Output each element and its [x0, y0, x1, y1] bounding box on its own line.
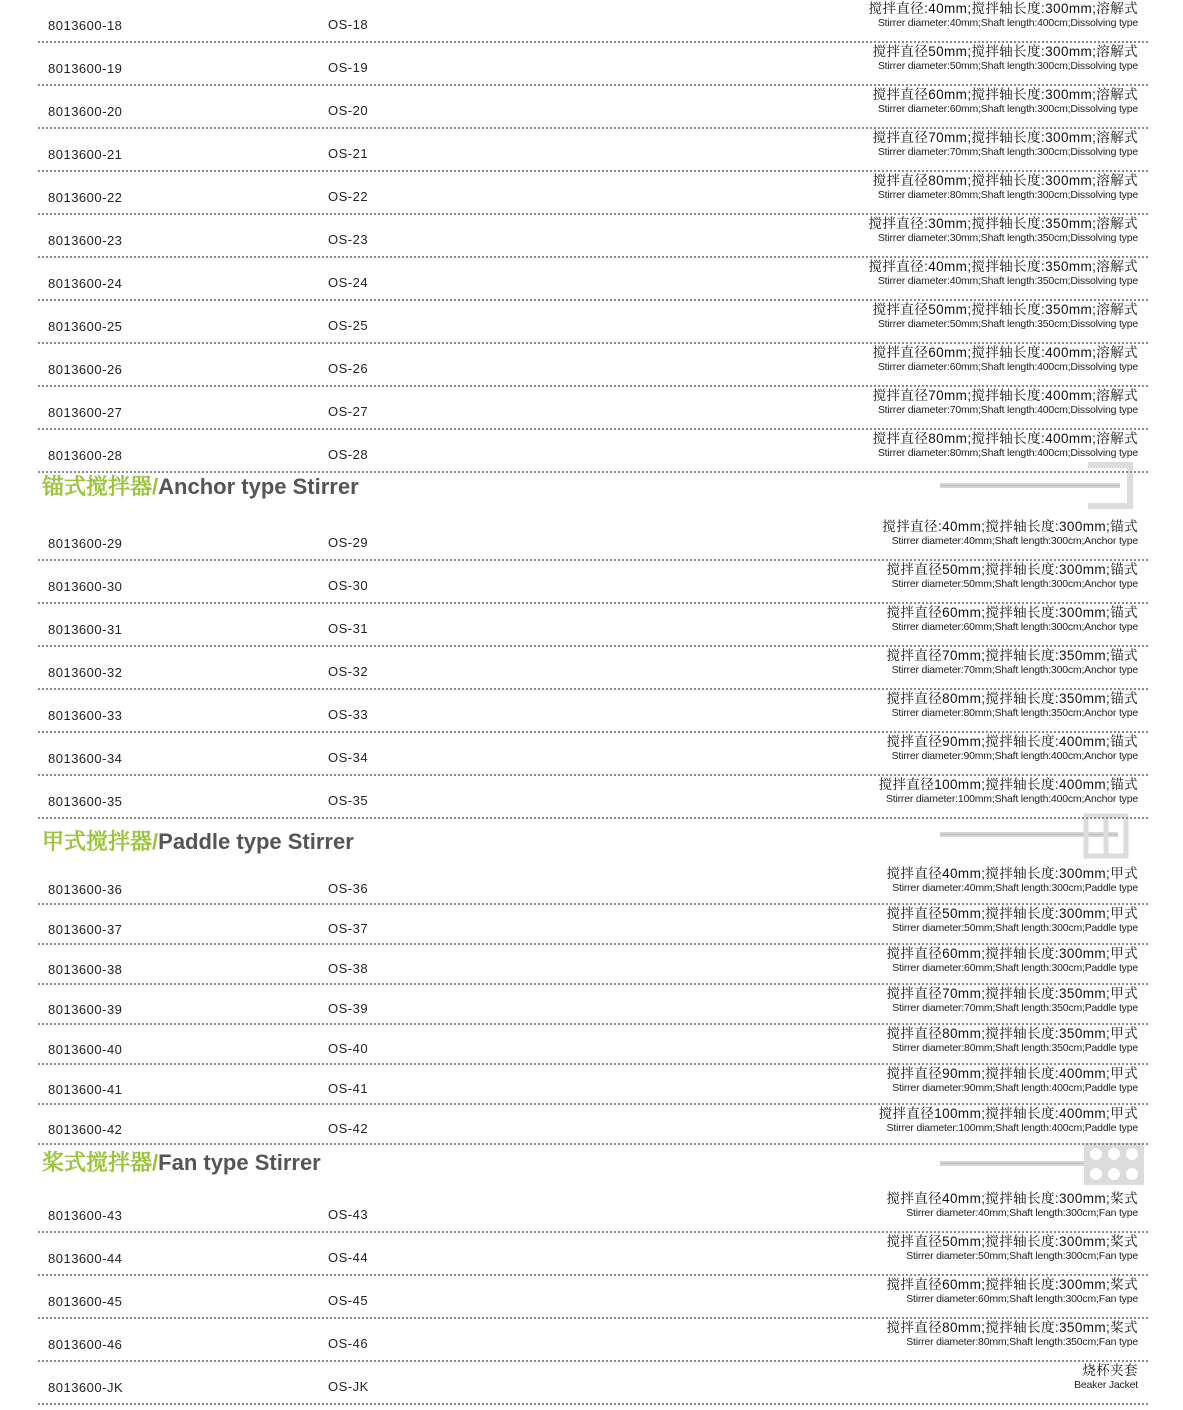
section-title-cn: 锚式搅拌器 [42, 474, 153, 499]
description-cn: 搅拌直径50mm;搅拌轴长度:300mm;溶解式 [872, 44, 1138, 59]
description-cn: 搅拌直径70mm;搅拌轴长度:350mm;甲式 [886, 986, 1138, 1001]
product-code: 8013600-38 [48, 962, 123, 977]
description-cn: 搅拌直径100mm;搅拌轴长度:400mm;锚式 [878, 777, 1138, 792]
model-number: OS-44 [328, 1250, 369, 1265]
section-title-en: Anchor type Stirrer [158, 474, 359, 499]
product-code: 8013600-42 [48, 1122, 123, 1137]
product-code: 8013600-41 [48, 1082, 123, 1097]
section-title-en: Fan type Stirrer [158, 1150, 321, 1175]
product-description [868, 216, 1138, 245]
product-code: 8013600-29 [48, 536, 123, 551]
product-description [887, 734, 1138, 763]
description-en: Stirrer diameter:70mm;Shaft length:300cm;Anchor type [891, 664, 1138, 676]
model-number: OS-22 [328, 189, 369, 204]
description-en: Stirrer diameter:80mm;Shaft length:350cm;Anchor type [891, 707, 1138, 719]
description-cn: 搅拌直径70mm;搅拌轴长度:400mm;溶解式 [872, 388, 1138, 403]
product-description [887, 1320, 1138, 1349]
table-row [38, 945, 1148, 985]
model-number: OS-24 [328, 275, 369, 290]
model-number: OS-29 [328, 535, 369, 550]
product-code: 8013600-44 [48, 1251, 123, 1266]
model-number: OS-23 [328, 232, 369, 247]
product-description [887, 562, 1138, 591]
fan-stirrer-illustration [940, 1141, 1145, 1189]
table-row [38, 985, 1148, 1025]
description-cn: 搅拌直径80mm;搅拌轴长度:350mm;锚式 [886, 691, 1138, 706]
description-cn: 搅拌直径70mm;搅拌轴长度:350mm;锚式 [886, 648, 1138, 663]
model-number: OS-21 [328, 146, 369, 161]
product-code: 8013600-18 [48, 18, 123, 33]
product-code: 8013600-27 [48, 405, 123, 420]
product-code: 8013600-28 [48, 448, 123, 463]
product-description [882, 519, 1138, 548]
table-row [38, 1276, 1148, 1319]
product-code: 8013600-40 [48, 1042, 123, 1057]
section-header-fan [42, 1148, 321, 1188]
product-code: 8013600-JK [48, 1380, 124, 1395]
description-en: Stirrer diameter:30mm;Shaft length:350cm;Dissolving type [877, 232, 1138, 244]
product-description [873, 44, 1138, 73]
table-row [38, 1065, 1148, 1105]
description-en: Stirrer diameter:40mm;Shaft length:300cm;Fan type [906, 1207, 1138, 1219]
product-code: 8013600-34 [48, 751, 123, 766]
product-description [873, 87, 1138, 116]
description-en: Stirrer diameter:100mm;Shaft length:400cm;Paddle type [886, 1122, 1138, 1134]
model-number: OS-37 [328, 921, 369, 936]
description-en: Stirrer diameter:50mm;Shaft length:300cm;Anchor type [891, 578, 1138, 590]
description-en: Stirrer diameter:40mm;Shaft length:300cm;Anchor type [891, 535, 1138, 547]
description-en: Stirrer diameter:70mm;Shaft length:350cm;Paddle type [892, 1002, 1138, 1014]
section-header-anchor [42, 472, 359, 512]
model-number: OS-19 [328, 60, 369, 75]
description-cn: 搅拌直径40mm;搅拌轴长度:300mm;桨式 [886, 1191, 1138, 1206]
table-row [38, 430, 1148, 473]
table-row [38, 690, 1148, 733]
description-en: Stirrer diameter:50mm;Shaft length:350cm;Dissolving type [877, 318, 1138, 330]
product-description [887, 605, 1138, 634]
model-number: OS-18 [328, 17, 369, 32]
section-title-slash: / [152, 829, 159, 854]
description-cn: 搅拌直径80mm;搅拌轴长度:350mm;甲式 [886, 1026, 1138, 1041]
table-row [38, 733, 1148, 776]
model-number: OS-26 [328, 361, 369, 376]
model-number: OS-34 [328, 750, 369, 765]
description-en: Stirrer diameter:90mm;Shaft length:400cm;Paddle type [892, 1082, 1138, 1094]
table-row [38, 129, 1148, 172]
table-row [38, 86, 1148, 129]
description-en: Stirrer diameter:80mm;Shaft length:400cm;Dissolving type [877, 447, 1138, 459]
product-description [879, 1106, 1138, 1135]
table-row [38, 258, 1148, 301]
model-number: OS-35 [328, 793, 369, 808]
product-description [887, 1066, 1138, 1095]
product-description [887, 691, 1138, 720]
model-number: OS-27 [328, 404, 369, 419]
table-row [38, 1319, 1148, 1362]
table-row [38, 647, 1148, 690]
description-cn: 搅拌直径80mm;搅拌轴长度:300mm;溶解式 [872, 173, 1138, 188]
product-code: 8013600-33 [48, 708, 123, 723]
product-code: 8013600-23 [48, 233, 123, 248]
description-en: Stirrer diameter:100mm;Shaft length:400cm;Anchor type [885, 793, 1138, 805]
table-row [38, 1025, 1148, 1065]
description-cn: 搅拌直径70mm;搅拌轴长度:300mm;溶解式 [872, 130, 1138, 145]
model-number: OS-20 [328, 103, 369, 118]
description-cn: 搅拌直径100mm;搅拌轴长度:400mm;甲式 [878, 1106, 1138, 1121]
product-code: 8013600-31 [48, 622, 123, 637]
description-cn: 搅拌直径80mm;搅拌轴长度:350mm;桨式 [886, 1320, 1138, 1335]
product-description [868, 1, 1138, 30]
table-row [38, 215, 1148, 258]
description-cn: 搅拌直径90mm;搅拌轴长度:400mm;甲式 [886, 1066, 1138, 1081]
product-code: 8013600-26 [48, 362, 123, 377]
description-en: Stirrer diameter:80mm;Shaft length:300cm;Dissolving type [877, 189, 1138, 201]
product-description [887, 946, 1138, 975]
product-description [887, 648, 1138, 677]
table-row [38, 905, 1148, 945]
description-cn: 搅拌直径60mm;搅拌轴长度:300mm;锚式 [886, 605, 1138, 620]
description-en: Stirrer diameter:80mm;Shaft length:350cm;Fan type [906, 1336, 1138, 1348]
product-description [887, 906, 1138, 935]
section-title [42, 472, 359, 502]
description-en: Stirrer diameter:90mm;Shaft length:400cm;Anchor type [891, 750, 1138, 762]
description-en: Stirrer diameter:50mm;Shaft length:300cm;Paddle type [892, 922, 1138, 934]
product-code: 8013600-19 [48, 61, 123, 76]
table-row [38, 561, 1148, 604]
section-title [42, 1148, 321, 1178]
description-en: Stirrer diameter:50mm;Shaft length:300cm;Dissolving type [877, 60, 1138, 72]
model-number: OS-JK [328, 1379, 369, 1394]
table-row [38, 0, 1148, 43]
model-number: OS-43 [328, 1207, 369, 1222]
description-en: Stirrer diameter:70mm;Shaft length:400cm;Dissolving type [877, 404, 1138, 416]
model-number: OS-31 [328, 621, 369, 636]
description-cn: 搅拌直径60mm;搅拌轴长度:400mm;溶解式 [872, 345, 1138, 360]
product-description [873, 345, 1138, 374]
product-code: 8013600-39 [48, 1002, 123, 1017]
description-cn: 搅拌直径50mm;搅拌轴长度:300mm;锚式 [886, 562, 1138, 577]
description-cn: 搅拌直径90mm;搅拌轴长度:400mm;锚式 [886, 734, 1138, 749]
section-title-slash: / [152, 474, 159, 499]
model-number: OS-38 [328, 961, 369, 976]
product-description [879, 777, 1138, 806]
model-number: OS-46 [328, 1336, 369, 1351]
product-code: 8013600-46 [48, 1337, 123, 1352]
product-code: 8013600-32 [48, 665, 123, 680]
table-row [38, 1362, 1148, 1405]
product-code: 8013600-37 [48, 922, 123, 937]
section-title-cn: 桨式搅拌器 [42, 1150, 153, 1175]
model-number: OS-25 [328, 318, 369, 333]
section-title-slash: / [152, 1150, 159, 1175]
description-en: Stirrer diameter:60mm;Shaft length:400cm;Dissolving type [877, 361, 1138, 373]
description-cn: 搅拌直径40mm;搅拌轴长度:300mm;甲式 [886, 866, 1138, 881]
description-cn: 搅拌直径:40mm;搅拌轴长度:300mm;锚式 [882, 519, 1138, 534]
model-number: OS-33 [328, 707, 369, 722]
description-cn: 搅拌直径60mm;搅拌轴长度:300mm;桨式 [886, 1277, 1138, 1292]
table-row [38, 776, 1148, 819]
description-cn: 搅拌直径:30mm;搅拌轴长度:350mm;溶解式 [868, 216, 1138, 231]
table-row [38, 518, 1148, 561]
product-description [887, 866, 1138, 895]
product-code: 8013600-36 [48, 882, 123, 897]
model-number: OS-42 [328, 1121, 369, 1136]
product-description [873, 173, 1138, 202]
product-code: 8013600-45 [48, 1294, 123, 1309]
description-en: Stirrer diameter:50mm;Shaft length:300cm;Fan type [906, 1250, 1138, 1262]
product-description [873, 388, 1138, 417]
model-number: OS-40 [328, 1041, 369, 1056]
model-number: OS-36 [328, 881, 369, 896]
product-code: 8013600-35 [48, 794, 123, 809]
table-row [38, 604, 1148, 647]
product-description [887, 1277, 1138, 1306]
product-code: 8013600-20 [48, 104, 123, 119]
description-en: Stirrer diameter:60mm;Shaft length:300cm;Dissolving type [877, 103, 1138, 115]
model-number: OS-28 [328, 447, 369, 462]
table-row [38, 1190, 1148, 1233]
description-cn: 搅拌直径50mm;搅拌轴长度:350mm;溶解式 [872, 302, 1138, 317]
description-en: Stirrer diameter:40mm;Shaft length:350cm;Dissolving type [877, 275, 1138, 287]
product-code: 8013600-43 [48, 1208, 123, 1223]
product-description [887, 1234, 1138, 1263]
description-en: Stirrer diameter:70mm;Shaft length:300cm;Dissolving type [877, 146, 1138, 158]
product-description [887, 1026, 1138, 1055]
description-cn: 搅拌直径60mm;搅拌轴长度:300mm;甲式 [886, 946, 1138, 961]
section-title-cn: 甲式搅拌器 [42, 829, 153, 854]
product-description [887, 986, 1138, 1015]
section-header-paddle [42, 827, 354, 867]
description-cn: 烧杯夹套 [1082, 1363, 1138, 1378]
model-number: OS-30 [328, 578, 369, 593]
table-row [38, 301, 1148, 344]
table-row [38, 387, 1148, 430]
description-cn: 搅拌直径80mm;搅拌轴长度:400mm;溶解式 [872, 431, 1138, 446]
table-row [38, 1233, 1148, 1276]
description-en: Stirrer diameter:80mm;Shaft length:350cm;Paddle type [892, 1042, 1138, 1054]
description-cn: 搅拌直径50mm;搅拌轴长度:300mm;桨式 [886, 1234, 1138, 1249]
table-row [38, 344, 1148, 387]
description-en: Stirrer diameter:60mm;Shaft length:300cm;Anchor type [891, 621, 1138, 633]
product-description [873, 302, 1138, 331]
description-en: Stirrer diameter:60mm;Shaft length:300cm;Paddle type [892, 962, 1138, 974]
product-code: 8013600-30 [48, 579, 123, 594]
paddle-stirrer-illustration [940, 813, 1135, 861]
product-description [1074, 1363, 1138, 1392]
description-cn: 搅拌直径:40mm;搅拌轴长度:300mm;溶解式 [868, 1, 1138, 16]
description-cn: 搅拌直径60mm;搅拌轴长度:300mm;溶解式 [872, 87, 1138, 102]
model-number: OS-39 [328, 1001, 369, 1016]
table-row [38, 43, 1148, 86]
description-en: Beaker Jacket [1074, 1379, 1138, 1391]
description-en: Stirrer diameter:60mm;Shaft length:300cm;Fan type [906, 1293, 1138, 1305]
description-en: Stirrer diameter:40mm;Shaft length:300cm;Paddle type [892, 882, 1138, 894]
description-cn: 搅拌直径:40mm;搅拌轴长度:350mm;溶解式 [868, 259, 1138, 274]
product-code: 8013600-24 [48, 276, 123, 291]
section-title [42, 827, 354, 857]
description-cn: 搅拌直径50mm;搅拌轴长度:300mm;甲式 [886, 906, 1138, 921]
model-number: OS-45 [328, 1293, 369, 1308]
section-title-en: Paddle type Stirrer [158, 829, 354, 854]
table-row [38, 1105, 1148, 1145]
table-row [38, 172, 1148, 215]
product-code: 8013600-22 [48, 190, 123, 205]
product-description [873, 130, 1138, 159]
product-description [887, 1191, 1138, 1220]
product-code: 8013600-25 [48, 319, 123, 334]
product-description [873, 431, 1138, 460]
model-number: OS-32 [328, 664, 369, 679]
model-number: OS-41 [328, 1081, 369, 1096]
table-row [38, 865, 1148, 905]
description-en: Stirrer diameter:40mm;Shaft length:400cm;Dissolving type [877, 17, 1138, 29]
product-code: 8013600-21 [48, 147, 123, 162]
product-description [868, 259, 1138, 288]
